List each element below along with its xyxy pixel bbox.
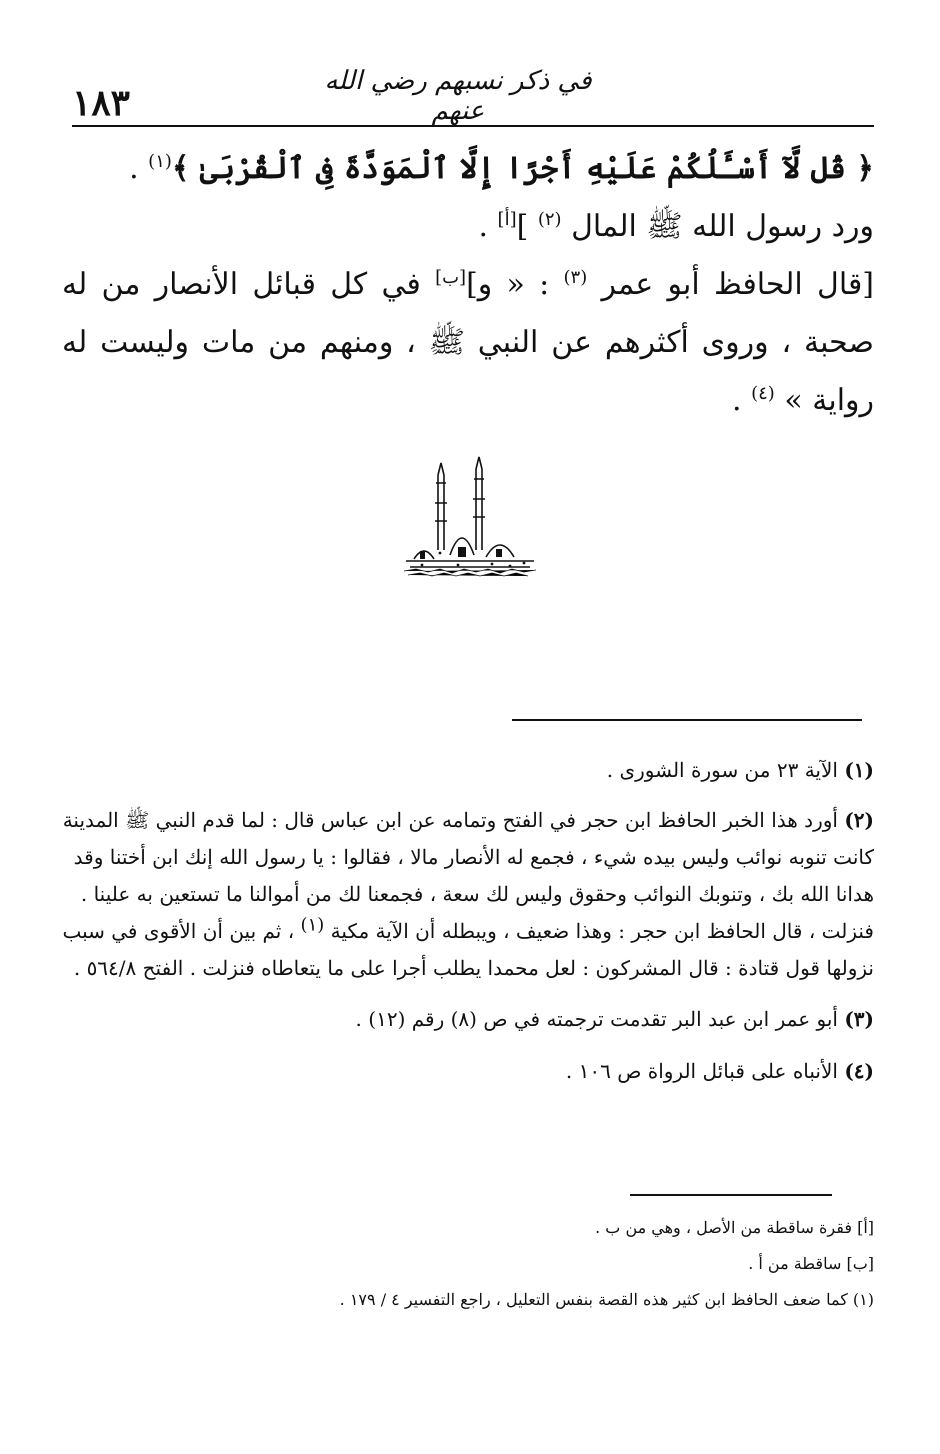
editorial-note-1: (١) كما ضعف الحافظ ابن كثير هذه القصة بنفس التعليل ، راجع التفسير ٤ / ١٧٩ .: [339, 1290, 874, 1309]
footnote-ref-3[interactable]: (٣): [563, 267, 588, 288]
editorial-ref-a[interactable]: [أ]: [497, 209, 517, 230]
editorial-note-a: [أ] فقرة ساقطة من الأصل ، وهي من ب .: [595, 1218, 874, 1237]
footnote-text: أورد هذا الخبر الحافظ ابن حجر في الفتح وتمامه عن ابن عباس قال : لما قدم النبي ﷺ المدينة كانت تنوبه نوائب وليس بيده شيء ، فجمع له الأنصار مالا ، فقالوا : يا رسول الله إنك ابن أختنا وقد هدانا الله بك ، وتنوبك النوائب وحقوق وليس لك سعة ، فجمعنا لك من أموالنا ما تستعين به علينا . فنزلت ، قال الحافظ ابن حجر : وهذا ضعيف ، ويبطله أن الآية مكية: [62, 808, 874, 943]
paragraph-2-text: ورد رسول الله ﷺ المال: [561, 209, 874, 244]
footnote-number: (٢): [844, 808, 874, 832]
paragraph-3: [62, 256, 874, 430]
mosque-ornament-icon: [400, 455, 540, 580]
footnote-2: [54, 802, 874, 987]
editorial-ref-b[interactable]: [ب]: [435, 267, 467, 288]
paragraph-3-start: [قال الحافظ أبو عمر: [587, 267, 874, 302]
footnote-ref-1[interactable]: (١): [148, 151, 172, 172]
paragraph-3-end: .: [732, 383, 752, 418]
footnote-text-continued: ، ثم بين أن الأقوى في سبب نزولها قول قتادة : قال المشركون : لعل محمدا يطلب أجرا على ما يتعاطاه فنزلت . الفتح ٥٦٤/٨ .: [62, 919, 874, 980]
footnote-text: الآية ٢٣ من سورة الشورى .: [606, 758, 845, 782]
footnote-rule: [512, 719, 862, 721]
footnote-3: [54, 999, 874, 1039]
main-text: [62, 140, 874, 430]
editorial-rule: [630, 1194, 832, 1196]
quran-verse: ﴿ قُل لَّآ أَسْـَٔلُكُمْ عَلَيْهِ أَجْرًا إِلَّا ٱلْمَوَدَّةَ فِى ٱلْقُرْبَىٰ ﴾: [171, 151, 874, 186]
footnote-text: أبو عمر ابن عبد البر تقدمت ترجمته في ص (٨) رقم (١٢) .: [355, 1007, 845, 1031]
footnote-inner-ref[interactable]: (١): [300, 914, 325, 936]
quran-verse-paragraph: [62, 140, 874, 198]
footnote-ref-2[interactable]: (٢): [537, 209, 562, 230]
footnotes: [54, 750, 874, 1103]
editorial-note-b: [ب] ساقطة من أ .: [748, 1254, 874, 1273]
paragraph-2-end: .: [478, 209, 498, 244]
footnote-number: (١): [844, 758, 874, 782]
paragraph-3-text: في كل قبائل الأنصار من له صحبة ، وروى أكثرهم عن النبي ﷺ ، ومنهم من مات وليست له رواية »: [62, 267, 874, 418]
editorial-notes: [54, 1216, 874, 1324]
footnote-1: [54, 750, 874, 790]
paragraph-2: [62, 198, 874, 256]
footnote-number: (٤): [844, 1059, 874, 1083]
footnote-4: [54, 1051, 874, 1091]
footnote-number: (٣): [844, 1007, 874, 1031]
paragraph-2-tail: ]: [516, 209, 538, 244]
running-title: في ذكر نسبهم رضي الله عنهم: [324, 66, 592, 126]
page-number: ١٨٣: [72, 82, 131, 124]
footnote-text: الأنباه على قبائل الرواة ص ١٠٦ .: [565, 1059, 845, 1083]
header-rule: [72, 125, 874, 127]
paragraph-3-quote-open: : « و]: [466, 267, 564, 302]
footnote-ref-4[interactable]: (٤): [751, 383, 775, 404]
sentence-end: .: [129, 151, 149, 186]
